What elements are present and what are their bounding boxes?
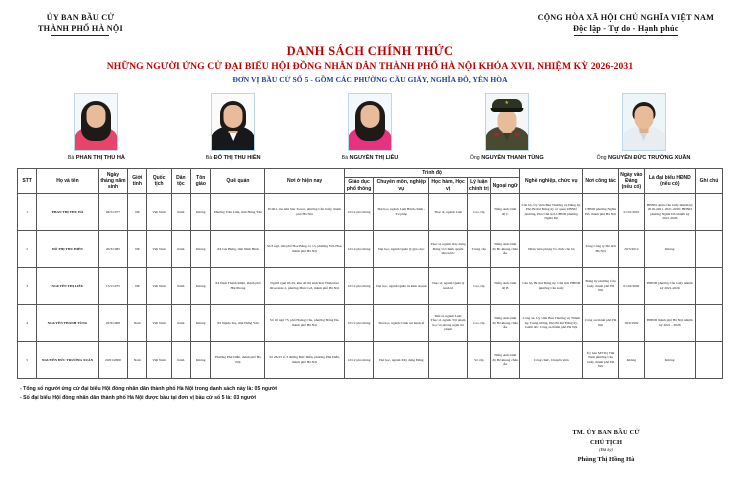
table-row <box>18 267 723 304</box>
signature-block <box>516 428 696 465</box>
cell-name: NGUYỄN ĐỨC TRƯỜNG XUÂN <box>37 341 99 378</box>
cell-language: Tiếng Anh trình độ B2 khung châu Âu <box>490 304 519 341</box>
signature-name: Phùng Thị Hồng Hà <box>577 456 635 464</box>
cell-party-date: 20/3/2014 <box>619 230 645 267</box>
cell-hdnd: HĐND quận Cầu Giấy nhiệm kỳ 2016-2021, 2021-2026; HĐND phường Nghĩa Đô nhiệm kỳ 2021-2026 <box>644 193 695 230</box>
cell-language: Tiếng Anh trình độ B1 khung châu Âu <box>490 230 519 267</box>
cell-specialty: Đại học, ngành Luật Hành chính - Tư pháp <box>374 193 429 230</box>
col-hdnd-member: Là đại biểu HĐND (nếu có) <box>644 169 695 194</box>
cell-name: ĐỖ THỊ THU HIỀN <box>37 230 99 267</box>
candidate-portrait <box>348 93 392 151</box>
candidate-photo-name <box>36 155 156 161</box>
candidate-photo-name <box>310 155 430 161</box>
cell-education: 12/12 phổ thông <box>344 193 373 230</box>
candidate-photo-name <box>447 155 567 161</box>
cell-dob: 20/3/1985 <box>98 230 127 267</box>
candidate-portrait <box>211 93 255 151</box>
candidate-photo-name <box>584 155 704 161</box>
col-stt: STT <box>18 169 37 194</box>
cell-politics: Cao cấp <box>467 193 490 230</box>
cell-religion: Không <box>190 267 211 304</box>
footer-note-seats: - Số đại biểu Hội đồng nhân dân thành phố Hà Nội được bầu tại đơn vị bầu cử số 5 là: 03 người <box>20 394 256 401</box>
cell-occupation: Cán bộ, Ủy viên Ban Thường vụ Đảng ủy, Phó Bí thư Đảng ủy cơ quan UBND phường, Phó Chủ tịch UBND phường Nghĩa Đô <box>520 193 583 230</box>
cell-nationality: Việt Nam <box>147 267 171 304</box>
col-ethnicity: Dân tộc <box>171 169 190 194</box>
cell-occupation: Cán bộ, Bí thư Đảng ủy, Chủ tịch HĐND phường Cầu Giấy <box>520 267 583 304</box>
authority-line-1: ỦY BAN BẦU CỬ <box>46 13 115 22</box>
candidate-table <box>17 168 723 379</box>
cell-stt: 4 <box>18 304 37 341</box>
cell-party-date: Không <box>619 341 645 378</box>
cell-hometown: Phường Trần Lãm, tỉnh Hưng Yên <box>211 193 265 230</box>
cell-name: PHAN THỊ THU HÀ <box>37 193 99 230</box>
col-academic: Học hàm, Học vị <box>429 178 467 194</box>
cell-religion: Không <box>190 230 211 267</box>
candidate-photo-card <box>310 93 430 161</box>
cell-occupation: Nhân viên phòng Tổ chức cán bộ <box>520 230 583 267</box>
candidate-table-wrapper <box>0 161 740 379</box>
candidate-photo-card <box>584 93 704 161</box>
candidate-photo-name <box>173 155 293 161</box>
cell-occupation: Công an, Ủy viên Ban Thường vụ Thành ủy, Trung tướng, Phó Bí thư Đảng ủy, Giám đốc Công an thành phố Hà Nội <box>520 304 583 341</box>
cell-hometown: Phường Phú Diễn, thành phố Hà Nội <box>211 341 265 378</box>
cell-dob: 20/01/2000 <box>98 341 127 378</box>
cell-notes <box>695 341 722 378</box>
cell-academic <box>429 341 467 378</box>
cell-hometown: Xã Nghĩa Trụ, tỉnh Hưng Yên <box>211 304 265 341</box>
candidate-fullname: NGUYỄN THỊ LIỄU <box>349 155 399 162</box>
national-heading <box>538 12 714 36</box>
cell-ethnicity: Kinh <box>171 304 190 341</box>
page-subtitle-2: ĐƠN VỊ BẦU CỬ SỐ 5 - GỒM CÁC PHƯỜNG CẦU GIẤY, NGHĨA ĐÔ, YÊN HÒA <box>232 75 508 85</box>
table-row <box>18 341 723 378</box>
title-block <box>0 44 740 84</box>
cell-politics: Cao cấp <box>467 267 490 304</box>
col-gender: Giới tính <box>128 169 147 194</box>
candidate-honorific: Bà <box>67 155 75 162</box>
cell-gender: Nam <box>128 341 147 378</box>
candidate-fullname: NGUYỄN THANH TÙNG <box>481 155 544 162</box>
candidate-honorific: Ông <box>469 155 480 162</box>
cell-politics: Sơ cấp <box>467 341 490 378</box>
table-row <box>18 230 723 267</box>
candidate-fullname: NGUYỄN ĐỨC TRƯỜNG XUÂN <box>608 155 691 162</box>
cell-workplace: Tổng Công ty Du lịch Hà Nội <box>583 230 619 267</box>
col-workplace: Nơi công tác <box>583 169 619 194</box>
cell-workplace: UBND phường Nghĩa Đô, thành phố Hà Nội <box>583 193 619 230</box>
cell-gender: Nữ <box>128 193 147 230</box>
cell-religion: Không <box>190 193 211 230</box>
cell-residence: Số 10 ngõ 73, phố Hoàng Cầu, phường Đống Đa, thành phố Hà Nội <box>265 304 344 341</box>
cell-hdnd: Không <box>644 341 695 378</box>
authority-line-2: THÀNH PHỐ HÀ NỘI <box>38 24 123 34</box>
col-religion: Tôn giáo <box>190 169 211 194</box>
cell-ethnicity: Kinh <box>171 341 190 378</box>
cell-nationality: Việt Nam <box>147 341 171 378</box>
cell-workplace: Ủy ban MTTQ Việt Nam phường Cầu Giấy, thành phố Hà Nội <box>583 341 619 378</box>
cell-stt: 1 <box>18 193 37 230</box>
cell-party-date: 18/9/1992 <box>619 304 645 341</box>
cell-name: NGUYỄN THANH TÙNG <box>37 304 99 341</box>
col-name: Họ và tên <box>37 169 99 194</box>
cell-education: 12/12 phổ thông <box>344 230 373 267</box>
table-head <box>18 169 723 194</box>
col-hometown: Quê quán <box>211 169 265 194</box>
cell-nationality: Việt Nam <box>147 193 171 230</box>
cell-hdnd: Không <box>644 230 695 267</box>
cell-gender: Nữ <box>128 230 147 267</box>
cell-academic: Thạc sĩ, ngành Quản lý kinh tế <box>429 267 467 304</box>
cell-nationality: Việt Nam <box>147 304 171 341</box>
cell-dob: 04/5/1977 <box>98 193 127 230</box>
cell-residence: P1401, tòa nhà Star Tower, phường Cầu Giấy, thành phố Hà Nội <box>265 193 344 230</box>
col-notes: Ghi chú <box>695 169 722 194</box>
cell-ethnicity: Kinh <box>171 230 190 267</box>
cell-language: Tiếng Anh trình độ C <box>490 193 519 230</box>
motto-underline <box>574 35 678 36</box>
candidate-photo-card <box>447 93 567 161</box>
candidate-honorific: Bà <box>341 155 348 162</box>
col-group-education-level: Trình độ <box>344 169 520 178</box>
col-nationality: Quốc tịch <box>147 169 171 194</box>
cell-residence: Số 8 ngõ 184 phố Hoa Bằng, tổ 13, phường Yên Hòa, thành phố Hà Nội <box>265 230 344 267</box>
table-row <box>18 193 723 230</box>
cell-workplace: Đảng ủy phường Cầu Giấy, thành phố Hà Nội <box>583 267 619 304</box>
cell-education: 12/12 phổ thông <box>344 341 373 378</box>
candidate-photo-card <box>36 93 156 161</box>
signature-on-behalf: TM. ỦY BAN BẦU CỬ <box>572 429 640 436</box>
cell-specialty: Đại học, ngành Quản lý giáo dục <box>374 230 429 267</box>
candidate-fullname: PHAN THỊ THU HÀ <box>75 155 125 162</box>
cell-workplace: Công an thành phố Hà Nội <box>583 304 619 341</box>
cell-hdnd: HĐND thành phố Hà Nội nhiệm kỳ 2021 - 2026 <box>644 304 695 341</box>
cell-ethnicity: Kinh <box>171 267 190 304</box>
signature-signed-note: (Đã ký) <box>599 447 613 453</box>
issuing-authority <box>38 12 123 36</box>
cell-ethnicity: Kinh <box>171 193 190 230</box>
cell-specialty: Đại học, ngành Cảnh sát Kinh tế <box>374 304 429 341</box>
cell-religion: Không <box>190 304 211 341</box>
cell-nationality: Việt Nam <box>147 230 171 267</box>
page-title: DANH SÁCH CHÍNH THỨC <box>286 44 454 59</box>
candidate-photo-strip <box>0 93 740 161</box>
col-dob: Ngày tháng năm sinh <box>98 169 127 194</box>
cell-hometown: Xã Gia Hưng, tỉnh Ninh Bình <box>211 230 265 267</box>
candidate-fullname: ĐỖ THỊ THU HIỀN <box>213 155 261 162</box>
cell-notes <box>695 230 722 267</box>
cell-party-date: 21/01/2001 <box>619 193 645 230</box>
signature-position: CHỦ TỊCH <box>589 438 623 446</box>
cell-education: 12/12 phổ thông <box>344 267 373 304</box>
cell-stt: 5 <box>18 341 37 378</box>
cell-academic: Thạc sĩ, ngành Luật <box>429 193 467 230</box>
cell-notes <box>695 267 722 304</box>
candidate-portrait <box>74 93 118 151</box>
table-row <box>18 304 723 341</box>
cell-politics: Cao cấp <box>467 304 490 341</box>
candidate-honorific: Ông <box>596 155 607 162</box>
cell-religion: Không <box>190 341 211 378</box>
document-header <box>0 0 740 36</box>
col-specialty: Chuyên môn, nghiệp vụ <box>374 178 429 194</box>
cell-gender: Nữ <box>128 267 147 304</box>
cell-dob: 15/5/1975 <box>98 267 127 304</box>
cell-party-date: 01/02/2002 <box>619 267 645 304</box>
cell-hometown: Xã Nam Thanh Miện, thành phố Hải Phòng <box>211 267 265 304</box>
authority-underline <box>51 35 109 36</box>
cell-residence: Người Quê 03-29, khu đô thị sinh thái Vinhomes Riverside 2, phường Phúc Lợi, thành phố Hà Nội <box>265 267 344 304</box>
cell-occupation: Công chức, Chuyên viên <box>520 341 583 378</box>
cell-notes <box>695 304 722 341</box>
cell-name: NGUYỄN THỊ LIỄU <box>37 267 99 304</box>
col-politics: Lý luận chính trị <box>468 179 489 192</box>
cell-politics: Trung cấp <box>467 230 490 267</box>
cell-residence: Số 26/23 tổ 3 đường Đức Diễn, phường Phú Diễn, thành phố Hà Nội <box>265 341 344 378</box>
table-header-row-1 <box>18 169 723 178</box>
page-subtitle-1: NHỮNG NGƯỜI ỨNG CỬ ĐẠI BIỂU HỘI ĐỒNG NHÂN DÂN THÀNH PHỐ HÀ NỘI KHÓA XVII, NHIỆM KỲ 2026-2031 <box>106 61 634 73</box>
cell-education: 12/12 phổ thông <box>344 304 373 341</box>
cell-language: Tiếng Anh trình độ B2 khung châu Âu <box>490 341 519 378</box>
cell-academic: Thạc sĩ, ngành Xây dựng Đảng và Chính quyền nhà nước <box>429 230 467 267</box>
col-occupation: Nghề nghiệp, chức vụ <box>520 169 583 194</box>
candidate-portrait <box>622 93 666 151</box>
col-language: Ngoại ngữ <box>490 178 519 194</box>
table-body <box>18 193 723 378</box>
national-motto: Độc lập - Tự do - Hạnh phúc <box>573 24 679 34</box>
cell-specialty: Đại học, ngành Quản trị kinh doanh <box>374 267 429 304</box>
cell-gender: Nam <box>128 304 147 341</box>
col-residence: Nơi ở hiện nay <box>265 169 344 194</box>
cell-stt: 2 <box>18 230 37 267</box>
candidate-portrait: ★ <box>485 93 529 151</box>
candidate-honorific: Bà <box>205 155 213 162</box>
cell-hdnd: HĐND phường Cầu Giấy nhiệm kỳ 2021-2026 <box>644 267 695 304</box>
footer-note-total-candidates: - Tổng số người ứng cử đại biểu Hội đồng nhân dân thành phố Hà Nội trong danh sách này là: 05 người <box>20 385 277 392</box>
cell-academic: Tiến sĩ, ngành Luật; Thạc sĩ, ngành Tội phạm học và phòng ngừa tội phạm <box>429 304 467 341</box>
cell-specialty: Đại học, ngành Xây dựng Đảng <box>374 341 429 378</box>
cell-dob: 02/9/1968 <box>98 304 127 341</box>
cell-stt: 3 <box>18 267 37 304</box>
cell-notes <box>695 193 722 230</box>
country-name: CỘNG HÒA XÃ HỘI CHỦ NGHĨA VIỆT NAM <box>537 13 714 22</box>
footer-notes <box>0 379 740 403</box>
cell-language: Tiếng Anh trình độ B <box>490 267 519 304</box>
col-education: Giáo dục phổ thông <box>344 178 373 194</box>
col-party-date: Ngày vào Đảng (nếu có) <box>619 169 645 194</box>
candidate-photo-card <box>173 93 293 161</box>
